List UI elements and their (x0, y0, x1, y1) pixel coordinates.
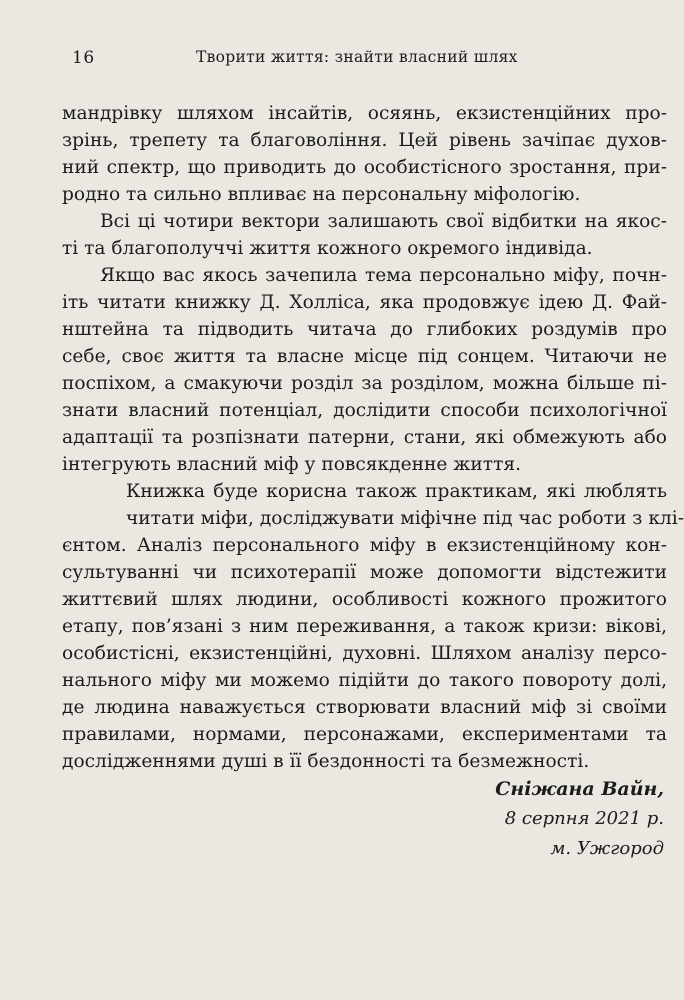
text-line: ний спектр, що приводить до особистісного зростання, при- (62, 157, 667, 178)
text-line: читати міфи, досліджувати міфічне під час роботи з клі- (126, 508, 684, 529)
running-title: Творити життя: знайти власний шлях (196, 48, 518, 66)
text-line: правилами, нормами, персонажами, експериментами та (62, 724, 667, 745)
text-line: Якщо вас якось зачепила тема персонально міфу, почн- (100, 265, 667, 286)
signature-author: Сніжана Вайн, (495, 778, 664, 800)
signature-date: 8 серпня 2021 р. (504, 808, 664, 829)
text-line: інтегрують власний міф у повсякденне життя. (62, 454, 521, 475)
text-line: іть читати книжку Д. Холліса, яка продовжує ідею Д. Фай- (62, 292, 667, 313)
text-line: поспіхом, а смакуючи розділ за розділом, можна більше пі- (62, 373, 667, 394)
text-line: нального міфу ми можемо підійти до такого повороту долі, (62, 670, 667, 691)
text-line: особистісні, екзистенційні, духовні. Шляхом аналізу персо- (62, 643, 667, 664)
text-line: ті та благополуччі життя кожного окремого індивіда. (62, 238, 593, 259)
text-line: де людина наважується створювати власний міф зі своїми (62, 697, 667, 718)
text-line: мандрівку шляхом інсайтів, осяянь, екзистенційних про- (62, 103, 667, 124)
text-line: адаптації та розпізнати патерни, стани, які обмежують або (62, 427, 667, 448)
text-line: себе, своє життя та власне місце під сонцем. Читаючи не (62, 346, 667, 367)
signature-place: м. Ужгород (550, 838, 664, 859)
text-line: сультуванні чи психотерапії може допомогти відстежити (62, 562, 667, 583)
text-line: Всі ці чотири вектори залишають свої відбитки на якос- (100, 211, 667, 232)
text-line: Книжка буде корисна також практикам, які люблять (126, 481, 667, 502)
text-line: дослідженнями душі в її бездонності та безмежності. (62, 751, 590, 772)
text-line: знати власний потенціал, дослідити способи психологічної (62, 400, 667, 421)
text-line: зрінь, трепету та благовоління. Цей рівень зачіпає духов- (62, 130, 667, 151)
text-line: родно та сильно впливає на персональну міфологію. (62, 184, 581, 205)
text-line: єнтом. Аналіз персонального міфу в екзистенційному кон- (62, 535, 667, 556)
text-line: нштейна та підводить читача до глибоких роздумів про (62, 319, 667, 340)
text-line: життєвий шлях людини, особливості кожного прожитого (62, 589, 667, 610)
page-number: 16 (72, 48, 95, 68)
text-line: етапу, пов’язані з ним переживання, а також кризи: вікові, (62, 616, 667, 637)
